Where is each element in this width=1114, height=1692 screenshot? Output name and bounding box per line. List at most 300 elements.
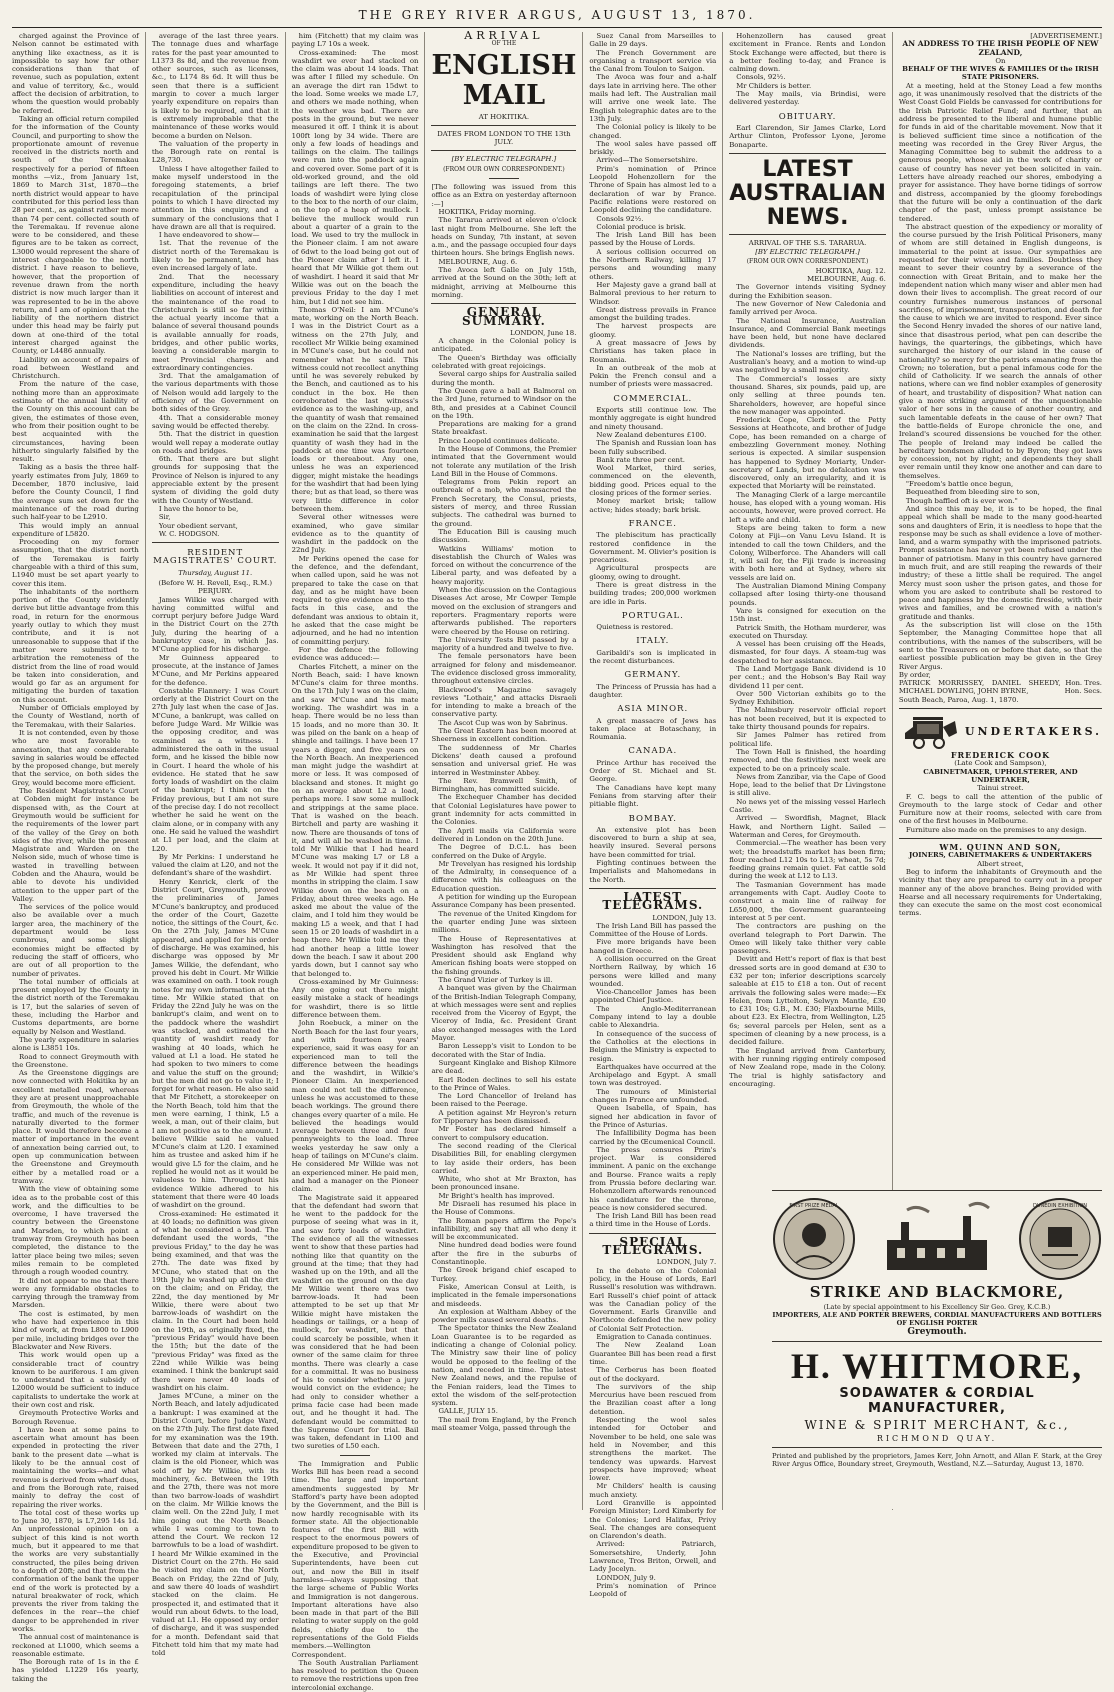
paragraph: Agricultural prospects are gloomy, owing to drought. (589, 564, 717, 581)
commercial-body (589, 406, 716, 514)
divider (431, 125, 576, 126)
paragraph: Earl Roden declines to sell his estate to the Prince of Wales. (431, 1075, 577, 1092)
by-telegraph: [BY ELECTRIC TELEGRAPH.] (755, 248, 860, 257)
extra-intro: [The following was issued from this office as an Extra on yesterday afternoon :—] (431, 183, 577, 208)
paragraph: Arrived: Patriarch, Somersetshire, Underly, John Lawrence, Tros Briton, Orwell, and Lady Jocelyn. (589, 1540, 717, 1574)
from-correspondent: (FROM OUR OWN CORRESPONDENT.) (746, 258, 869, 266)
quinn-text: Beg to inform the inhabitants of Greymouth and the vicinity that they are prepared to carry out in a proper manner any of the above branches. Being provided with Hearse and all necessary requirements for Undertaking, they can execute the same on the most cost economical terms. (898, 867, 1102, 918)
paragraph: I have the honor to be, (158, 504, 239, 513)
paragraph: 6th. That there are but slight grounds for supposing that the Province of Nelson is injured to any appreciable extent by the present system of dividing the gold duty with the County of Westland. (151, 455, 279, 505)
paragraph: As the Greenstone diggings are now connected with Hokitika by an excellent metalled road, whereas they are at present unapproachable from Greymouth, the whole of the traffic, and much of the revenue is naturally diverted to the former place. It would therefore become a matter of importance in the event of annexation being carried out, to open up communication between the Greenstone and Greymouth either by a metalled road or a tramway. (12, 1069, 139, 1185)
paragraph: John Roebuck, a miner on the North Beach for the last four years, and with fourteen years' experience, said it was easy for an experienced man to tell the difference between the headings and the washdirt, in Wilkie's Pioneer Claim. An inexperienced man could not tell the difference, unless he was accustomed to these beach workings. The ground there changes every quarter of a mile. He believed the headings would average between three and four pennyweights to the load. Three weeks yesterday he saw only a heap of tailings on M'Cune's claim. He considered Mr Wilkie was not an experienced miner. He paid men, and had a manager on the Pioneer claim. (291, 1019, 419, 1194)
divider (489, 178, 519, 179)
strike-title: STRIKE AND BLACKMORE, (809, 1283, 1065, 1301)
divider (589, 888, 716, 889)
italy-heading: ITALY. (636, 636, 670, 647)
divider (772, 1341, 1102, 1342)
paragraph: An explosion at Waltham Abbey of the powder mills caused several deaths. (431, 1307, 577, 1325)
paragraph: And since this may be, it is to be hoped, the final appeal which shall be made to the many good-hearted sons and daughters of Erin, it is needless to hope that the response may be such as shall evidence a love of mother-land, and a warm sympathy with the imprisoned patriots. Prompt assistance has never yet been refused under the banner of patriotism. Many in this country have garnered in much fruit, and are still reaping the rewards of their industry; of these a little shall be required. The angel Mercy must soon usher the prison gates, and those for whom you are asked to contribute shall be restored to peace and happiness by the domestic fireside, with their wives and families, and be crowned with a nation's gratitude and thanks. (898, 504, 1102, 621)
bombay-text: An extensive plot has been discovered to burn a ship at sea, heavily insured. Several persons have been committed for trial. (589, 825, 717, 859)
paragraph: Sir, (158, 513, 171, 522)
court-body (152, 596, 279, 1658)
paragraph: This would imply an annual expenditure of L5820. (12, 521, 139, 538)
paragraph: The South Australian Parliament has resolved to petition the Queen to remove the restrictions upon free intercolonial exchange. (291, 1658, 419, 1692)
court-heading: RESIDENT MAGISTRATES' COURT. (153, 548, 278, 567)
obituary-text: Earl Clarendon, Sir James Clarke, Lord Arthur Clinton, Professor Lyone, Jerome Bonaparte. (729, 123, 886, 149)
paragraph: The Governor intends visiting Sydney during the Exhibition season. (729, 283, 886, 300)
paragraph: The Irish Land Bill has been passed by the House of Lords. (589, 231, 717, 248)
paragraph: Consols 92½. (596, 214, 644, 223)
paragraph: Unless I have altogether failed to make myself understood in the foregoing statements, a brief recapitulation of the principal points to which I have directed my attention in this enquiry, and a summary of the conclusions that I have drawn are all that is required. (151, 164, 279, 231)
paragraph: Thomas O'Neil: I am M'Cune's mate, working on the North Beach. I was in the District Court as a witness on the 27th July, and recollect Mr Wilkie being examined in M'Cune's case, but he could not remember what he said. This witness could not recollect anything until he was severely rebuked by the Bench, and cautioned as to his conduct in the box. He then corroborated the last witness's evidence as to the washing-up, and the quantity of wash that remained on the claim on the 22nd. In cross-examination he said that the largest quantity of wash they had in the paddock at one time was fourteen loads or thereabout. Any one, unless he was an experienced digger, might mistake the headings for the washdirt that had been lying there; but as that lead, so there was very little difference in color between them. (291, 305, 419, 513)
paragraph: The Infallibility Dogma has been carried by the Œcumenical Council. (589, 1129, 717, 1146)
paragraph: Proceeding on my former assumption, that the district north of the Teremakau is fairly chargeable with a third of this sum, L1940 must be set apart yearly to cover this item. (12, 538, 139, 588)
paragraph: Cross-examined: He estimated it at 40 loads; no definition was given of what he considered a load. The defendant used the words, "the previous Friday," to the day he was being examined, and that was the 27th. The date was fixed by M'Cune, who stated that on the 19th July he washed up all the dirt on the claim; and on Friday, the 22nd, the day mentioned by Mr Wilkie, there were about two barrow-loads of washdirt on the claim. In the Court had been held on the 19th, as originally fixed, the "previous Friday" would have been the 15th; but the date of the "previous Friday" was fixed as the 22nd while Wilkie was being examined. I think the bankrupt said there were never 40 loads of washdirt on his claim. (151, 1209, 279, 1392)
paragraph: The survivors of the ship Mercurius have been rescued from the Brazilian coast after a long detention. (589, 1382, 717, 1416)
paragraph: The Degree of D.C.L. has been conferred on the Duke of Argyle. (431, 843, 577, 860)
paragraph: Mr Guinness appeared to prosecute, at the instance of James M'Cune, and Mr Perkins appeared for the defence. (151, 653, 279, 687)
paragraph: The total number of officials at present employed by the County in the district north of the Teremakau is 17, but the salaries of seven of these, including the Harbor and Customs departments, are borne equally by Nelson and Westland. (12, 977, 139, 1036)
paragraph: In the House of Commons, the Premier intimated that the Government would not tolerate any mutilation of the Irish Land Bill in the House of Commons. (431, 444, 577, 478)
paragraph: The Cerberus has been floated out of the dockyard. (589, 1366, 717, 1383)
paragraph: Cross-examined: The most washdirt we ever had stacked on the claim was about 14 loads. That was after I filled my schedule. On an average the dirt ran 15dwt to the load. Some weeks we made L7, and others we made nothing, when the weather was bad. There are posts in the ground, but we never measured it off. I think it is about 100ft long by 34 wide. There are only a few loads of headings and tailings on the claim. The tailings were run into the paddock again and covered over. Some part of it is old-worked ground, and the old tailings are left there. The two loads of washdirt were lying close to the box to the north of our claim, on the top of a heap of mullock. I believe the mullock would run about a quarter of a grain to the load. We used to try the mullock in the Pioneer claim. I am not aware of 6dwt to the load being got out of the Pioneer claim after I left it. I heard that Mr Wilkie got them out of washdirt. I heard it said that Mr Wilkie was out on the beach the previous Friday to the day I met him, but I did not see him. (291, 48, 419, 306)
paragraph: Mr Disraeli has resumed his place in the House of Commons. (431, 1200, 577, 1217)
divider (772, 1447, 1102, 1448)
paragraph: Mr Bright's health has improved. (438, 1191, 555, 1200)
paragraph: Number of Officials employed by the County of Westland, north of the Teremakau, with their Salaries. (12, 704, 139, 729)
latest-date: LONDON, July 13. (652, 913, 717, 922)
divider (152, 542, 279, 543)
court-date: Thursday, August 11. (178, 568, 253, 577)
paragraph: Fiske, American Consul at Leith, is implicated in the female impersonations and misdeeds. (431, 1282, 577, 1308)
general-summary-heading: GENERAL SUMMARY. (462, 305, 546, 328)
paragraph: 4th. That a considerable money saving would be effected thereby. (151, 413, 279, 430)
paragraph: Hohenzollern has caused great excitement in France. Rents and London Stock Exchange were affected, but there is a better feeling to-day, and France is calming down. (729, 32, 886, 74)
paragraph: Telegrams from Pekin report an outbreak of a mob, who massacred the French Secretary, the Consul, priests, sisters of mercy, and three Russian subjects. The cathedral was burned to the ground. (431, 478, 577, 528)
address-place: South Beach, Paroa, Aug. 1, 1870. (898, 695, 1019, 704)
paragraph: Your obedient servant, (158, 521, 238, 530)
column-4 (431, 29, 583, 1510)
cook-text: F. C. begs to call the attention of the public of Greymouth to the large stock of Cedar and other Furniture now at their rooms, selected with care from one of the first houses in Melbourne. (898, 792, 1102, 826)
paragraph: The New Zealand Loan Guarantee Bill has been read a first time. (589, 1341, 717, 1366)
paragraph: The cost is estimated, by men who have had experience in this kind of work, at from L800 to L900 per mile, including bridges over the Blackwater and New Rivers. (12, 1309, 139, 1351)
paragraph: The yearly expenditure in salaries alone is L3851 10s. (12, 1035, 139, 1053)
arrival-heading: ARRIVAL (464, 29, 544, 42)
hon-secretaries: Hon. Secs. (1064, 687, 1102, 696)
paragraph: average of the last three years. The tonnage dues and wharfage rates for the past year amounted to L1373 8s 8d, and the revenue from other sources, such as licenses, &c., to L174 8s 6d. It will thus be seen that there is a sufficient margin to cover a much larger yearly expenditure on repairs than is likely to be required, and that it is extremely improbable that the maintenance of these works would become a burden on Nelson. (151, 32, 279, 140)
paragraph: him (Fitchett) that my claim was paying L7 10s a week. (291, 32, 419, 49)
paragraph: There is great distress in the building trades; 200,000 workmen are idle in Paris. (589, 581, 717, 606)
by-telegraph: [BY ELECTRIC TELEGRAPH.] (451, 155, 557, 164)
paragraph: The revenue of the United Kingdom for the quarter ending June was sixteen millions. (431, 909, 577, 935)
commercial-heading: COMMERCIAL. (613, 393, 693, 404)
paragraph: The Malmsbury reservoir official report has not been received, but it is expected to take thirty thousand pounds for repairs. (729, 706, 886, 732)
paragraph: Commercial.—The weather has been very wet; the breadstuffs market has been firm; flour reached L12 10s to L13; wheat, 5s 7d; feeding grains remain quiet. Fat cattle sold during the week at L12 to L13. (729, 839, 886, 881)
paragraph: Arrived — Swordfish, Magnet, Black Hawk, and Northern Light. Sailed — Waterman and Ceres, for Greymouth. (729, 814, 886, 839)
paragraph: James M'Cune, a miner on the North Beach, and lately adjudicated a bankrupt: I was examined at the District Court, before Judge Ward, on the 27th July. The first date fixed for my examination was the 19th. Between that date and the 27th, I worked my claim at intervals. The claim is the old Pioneer, which was sold off by Mr Wilkie, with its machinery, &c. Between the 19th and the 27th, there was not more than two barrow-loads of washdirt on the claim. Mr Wilkie knows the claim well. On the 22nd July, I met him going out the North Beach while I was coming to town to attend the Court. We reckon 12 barrowfuls to be a load of washdirt. I heard Mr Wilkie examined in the District Court on the 27th. He said he visited my claim on the North Beach on Friday, the 22nd of July, and saw there 40 loads of washdirt stacked on the claim. He prospected it, and estimated that it would run about 6dwts. to the load, valued at L1. He opposed my order of discharge, and it was suspended for a month. Defendant said that Fitchett told him that my mate had told (151, 1392, 279, 1658)
whitmore-trade: SODAWATER & CORDIAL MANUFACTURER, (839, 1386, 1035, 1416)
cook-trade: CABINETMAKER, UPHOLSTERER, AND UNDERTAKER, (923, 767, 1078, 784)
paragraph: A vessel has been cruising off the Heads, dismasted, for four days. A steam-tug was despatched to her assistance. (729, 640, 886, 665)
latest-body (589, 922, 716, 1229)
paragraph: The Town Hall is finished, the hoarding removed, and the festivities next week are expected to be on a princely scale. (729, 747, 886, 773)
paragraph: A change in the Colonial policy is anticipated. (431, 337, 577, 354)
portugal-text: Quietness is restored. (596, 623, 674, 632)
signatory-roles (1065, 679, 1102, 696)
canada-body (589, 759, 716, 809)
strike-sub: (Late by special appointment to his Excellency Sir Geo. Grey, K.C.B.) (823, 1303, 1051, 1311)
paragraph: The Immigration and Public Works Bill has been read a second time. The large and important amendments suggested by Mr Stafford's party have been adopted by the Government, and the Bill is now hardly recognisable with its former state. All the objectionable features of the first Bill with respect to the enormous powers of expenditure proposed to be given to the Executive, and Provincial Superintendents, have been cut out, and now the Bill in itself harmless—always supposing that the large scheme of Public Works and Immigration is not dangerous. Important alterations have also been made in that part of the Bill relating to water supply on the gold fields, chiefly due to the representations of the Gold Fields members.—Wellington Correspondent. (291, 1459, 419, 1659)
divider (729, 153, 886, 154)
paragraph: In the debate on the Colonial policy, in the House of Lords, Earl Russell's resolution was withdrawn. Earl Russell's chief point of attack was the Canadian policy of the Government. Earls Granville and Northcote defended the new policy of Colonial Self Protection. (589, 1266, 717, 1333)
hon-treasurers: Hon. Tres. (1065, 679, 1102, 688)
hearse-icon (899, 713, 961, 751)
signatories-block (899, 679, 1102, 696)
paragraph: From the nature of the case, nothing more than an approximate estimate of the annual liability of the County on this account can be given, the estimates of those even, who from their position ought to be best acquainted with the circumstances, having been hitherto singularly falsified by the result. (12, 380, 139, 464)
paragraph: The Commercial's losses are sixty thousand. Shares, six pounds, paid up, are only selling at three pounds ten. Shareholders, however, are hopeful since the new manager was appointed. (729, 374, 886, 416)
bombay-text-2: Fighting continues between the Imperialists and Mahomedans in the North. (589, 859, 717, 884)
paragraph: Consols, 92½. (736, 73, 786, 82)
asia-minor-heading: ASIA MINOR. (617, 704, 689, 715)
paragraph: The National Insurance, Australian Insurance, and Commercial Bank meetings have been held, but none have declared dividends. (729, 316, 886, 350)
paragraph: Vice-Chancellor James has been appointed Chief Justice. (589, 988, 717, 1005)
imprint: Printed and published by the proprietors, James Kerr, John Arnott, and Allan F. Stark, at the Grey River Argus Office, Boundary street, Greymouth, Westland, N.Z.—Saturday, August 13, 1870. (772, 1452, 1102, 1468)
paragraph: The French Government are organising a transport service via the Canal from Toulon to Saigon. (589, 48, 717, 74)
medal-left-label: FIRST PRIZE MEDAL (789, 1203, 839, 1209)
italy-text: Garibaldi's son is implicated in the recent disturbances. (589, 648, 717, 666)
paragraph: White, who shot at Mr Braxton, has been pronounced insane. (431, 1175, 577, 1192)
paragraph: James Wilkie was charged with having committed wilful and corrupt perjury before Judge Ward in the District Court on the 27th July, during the hearing of a bankruptcy case, in which Jas. M'Cune applied for his discharge. (151, 595, 279, 654)
paragraph: Surgeant Kinglake and Bishop Kilmore are dead. (431, 1058, 577, 1076)
arrival-of: OF THE (491, 40, 517, 48)
paragraph: Mr Foster has declared himself a convert to compulsory education. (431, 1125, 577, 1142)
paragraph: Emigration to Canada continues. (596, 1333, 712, 1342)
paragraph: A collision occurred on the Great Northern Railway, by which 16 persons were killed and many wounded. (589, 954, 717, 988)
paragraph: HOKITIKA, Friday morning. (438, 207, 537, 216)
paragraph: The Tasmanian Government has made arrangements with Capt. Audley Coote to construct a main line of railway for L650,000, the Government guaranteeing interest at 5 per cent. (729, 880, 886, 922)
paragraph: The Magistrate said it appeared that the defendant had sworn that he went to the paddock for the purpose of seeing what was in it, and saw forty loads of washdirt. The evidence of all the witnesses went to show that these parties had nothing like that quantity on the ground at the time; that they had washed up on the 19th, and all the washdirt on the ground on the day Mr Wilkie went there was two barrow-loads. It had been attempted to be set up that Mr Wilkie might have mistaken the headings or tailings, or a heap of mullock, for washdirt, but that could scarcely be possible, when it was considered that he had been owner of the same claim for three months. There was clearly a case for a committal. It was no business of his to consider whether a jury would convict on the evidence; he had only to consider whether a prima facie case had been made out, and he thought it had. The defendant would be committed to the Supreme Court for trial. Bail was taken, defendant in L100 and two sureties of L50 each. (291, 1193, 419, 1451)
paragraph: The abstract question of the expediency or morality of the course pursued by the Irish Political Prisoners, many of whom are still detained in English dungeons, is immaterial to the point at issue. Our sympathies are requested for their wives and families. Doubtless they meant to sever their country by a severance of the connection with Great Britain, and to make her the independent nation which many wiser and abler men had down their lives to accomplish. The great record of our country furnishes numerous instances of personal sacrifices, of imprisonment, transportation, and death for the cause to which we are invited to respond. Ever since the Second Henry invaded the shores of our native land, since that disastrous period, what pen can describe the havings, the quarterings, the gibbetings, which have surcharged the history of our island in the cause of nationality? so mercy for the patriots emanating from the Crown; no toleration, but a penal infamous code for the child of Catholicity. If we search the annals of other nations, where can we find nobler examples of generosity of heart, and trustability of disposition? What nation can give a more striking argument of the unquestionable valor of her sons in the cause of another country, and such lamentable defeats in the cause of her own? That the battle-fields of Europe chronicle the one, and Ireland's scoured dissensions be vouched for the other. The people of Ireland may indeed be called the hereditary bondsmen alluded to by Byron; they got laws by concession, not by right; and dependents they shall ever remain until they know one another and can dare to themselves. (898, 222, 1102, 480)
paragraph: "Freedom's battle once begun, (905, 480, 1014, 489)
special-body (589, 1267, 716, 1599)
paragraph: Respecting the wool sales intended for October and November to be held, one sale was held in November, and this strengthens the market. The tendency was upwards. Harvest prospects have improved; wheat lower. (589, 1416, 717, 1483)
paragraph: Vare is consigned for execution on the 15th inst. (729, 606, 886, 624)
paragraph: Prim's nomination of Prince Leopold of (589, 1581, 717, 1599)
paragraph: The new Governor of New Caledonia and family arrived per Avoca. (729, 299, 886, 317)
paragraph: The May mails, via Brindisi, were delivered yesterday. (729, 90, 886, 107)
paragraph: The Spanish and Russian loan has been fully subscribed. (589, 439, 717, 456)
paragraph: 1st. That the revenue of the district north of the Teremakau is likely to be permanent, and has even increased largely of late. (151, 239, 279, 273)
paragraph: Bequeathed from bleeding sire to son, (905, 488, 1040, 497)
paragraph: 2nd. That the necessary expenditure, including the heavy liabilities on account of interest and the maintenance of the road to Christchurch is still so far within the actual yearly income that a balance of several thousand pounds is available annually for roads, bridges, and other public works, leaving a considerable margin to meet Provincial charges and extraordinary contingencies. (151, 272, 279, 372)
portugal-heading: PORTUGAL. (621, 610, 684, 621)
col6-body-top (729, 32, 886, 107)
paragraph: The Resident Magistrate's Court at Cobden might for instance be dispensed with, as the Court at Greymouth would be sufficient for the requirements of the lower part of the valley of the Grey on both sides of the river, while the present Magistrate and Warden on the Nelson side, much of whose time is wasted in travelling between Cobden and the Ahaura, would be able to devote his undivided attention to the upper part of the Valley. (12, 787, 139, 903)
paragraph: The suddenness of Mr Charles Dickens' death caused a profound sensation and universal grief. He was interred in Westminster Abbey. (431, 743, 577, 777)
canada-heading: CANADA. (628, 746, 678, 757)
cook-name: FREDERICK COOK (950, 750, 1051, 761)
paragraph: By Mr Perkins: I understand he valued the claim at L20, and not the defendant's share of the washdirt. (151, 852, 279, 878)
cook-text-2: Furniture also made on the premises to any design. (905, 825, 1087, 834)
paragraph: Patrick Smith, the Hotham murderer, was executed on Thursday. (729, 623, 886, 640)
paragraph: The plebiscitum has practically restored confidence in the Government. M. Olivier's position is precarious. (589, 531, 717, 565)
dates-line: DATES FROM LONDON TO THE 13th JULY. (437, 129, 571, 147)
column-2 (151, 32, 286, 1658)
summary-date: LONDON, June 18. (510, 328, 577, 337)
divider (899, 708, 1102, 709)
paragraph: Henry Kenrick, clerk of the District Court, Greymouth, proved the preliminaries of James M'Cune's bankruptcy, and produced the order of the Court, Gazette notice, the sittings of the Court, &c. On the 27th July, James M'Cune appeared, and applied for his order of discharge. He was examined, his discharge was opposed by Mr James Wilkie, the defendant, who proved his debt in Court. Mr Wilkie was examined on oath. I took rough notes for my own information at the time. Mr Wilkie stated that on Friday the 22nd July he was on the bankrupt's claim, and went on to the paddock where the washdirt was stacked, and estimated the quantity of washdirt ready for washing at 40 loads, which he valued at L1 a load. He stated he had spoken to two miners to come and value the stuff on the ground; but the men did not go to value it; I forget for what reason. He also said that Mr Fitchett, a storekeeper on the North Beach, told him that the men were earning, I think, L5 a week, a man, out of their claim, but I am not positive as to the amount. I believe Wilkie said he valued M'Cune's claim at L20. I examined him as trustee and asked him if he would give L5 for the claim, and he replied he would not as it would be valueless to him. Throughout his evidence Wilkie adhered to his statement that there were 40 loads of washdirt on the ground. (151, 877, 279, 1210)
paragraph: Nine hundred dead bodies were found after the fire in the suburbs of Constantinople. (431, 1241, 577, 1267)
bottom-ads (772, 1190, 1102, 1509)
paragraph: The Rev. Bramwell Smith, of Birmingham, has committed suicide. (431, 776, 577, 794)
address-body (899, 82, 1102, 671)
quinn-trade: JOINERS, CABINETMAKERS & UNDERTAKERS (908, 851, 1092, 860)
paragraph: The Spectator thinks the New Zealand Loan Guarantee is to be regarded as indicating a change of Colonial policy. The Ministry saw their line of policy would be opposed to the feeling of the nation, and receded in time. The latest New Zealand news, and the repulse of the Fenian raiders, lead the Times to extol the wisdom of the self-protection system. (431, 1324, 577, 1408)
divider (431, 303, 576, 304)
paragraph: Over 500 Victorian exhibits go to the Sydney Exhibition. (729, 689, 886, 707)
paragraph: Road to connect Greymouth with the Greenstone. (12, 1052, 139, 1069)
whitmore-trade-2: WINE & SPIRIT MERCHANT, &c., (804, 1418, 1070, 1432)
paragraph: W. C. HODGSON. (158, 529, 220, 538)
paragraph: The Roman papers affirm the Pope's infallibility, and say that all who deny it will be excommunicated. (431, 1216, 577, 1242)
paragraph: Mr Childers' health is causing much anxiety. (589, 1482, 717, 1499)
hokitika-date: HOKITIKA, Aug. 12. (815, 266, 886, 275)
france-body (589, 531, 716, 606)
quinn-name: WM. QUINN AND SON, (939, 842, 1062, 853)
paragraph: Prince Leopold continues delicate. (438, 436, 560, 445)
prize-medal-icon (772, 1197, 856, 1281)
medal-right-label: DUNEDIN EXHIBITION (1033, 1203, 1087, 1209)
paragraph: Colonial produce is brisk. (596, 222, 686, 231)
paragraph: The Irish Land Bill has passed the Committee of the House of Lords. (589, 921, 717, 939)
paragraph: The Canadians have kept many Fenians from starving after their pitiable flight. (589, 783, 717, 809)
latest-australian-news-heading: LATEST AUSTRALIAN NEWS. (729, 156, 886, 230)
paragraph: The Land Mortgage Bank dividend is 10 per cent.; and the Hobson's Bay Rail way dividend 11 per cent. (729, 665, 886, 690)
paragraph: The House of Representatives at Washington has resolved that the President should ask England why American fishing boats were stopped on the fishing grounds. (431, 934, 577, 976)
paragraph: The rumours of Ministerial changes in France are unfounded. (589, 1087, 717, 1105)
paragraph: Several other witnesses were examined, who gave similar evidence as to the quantity of washdirt in the paddock on the 22nd July. (291, 513, 419, 555)
divider (899, 838, 1102, 839)
paragraph: The second reading of the Clerical Disabilities Bill, for enabling clergymen to lay aside their orders, has been carried. (431, 1141, 577, 1175)
undertakers-banner (899, 713, 1102, 751)
paragraph: A petition for winding up the European Assurance Company has been presented. (431, 893, 577, 910)
paragraph: GALLE, JULY 15. (438, 1407, 498, 1416)
paragraph: Mr Childers is better. (736, 81, 812, 90)
masthead: THE GREY RIVER ARGUS, AUGUST 13, 1870. (12, 8, 1102, 28)
melbourne-date: MELBOURNE, Aug. 6. (807, 275, 886, 284)
paragraph: In an outbreak of the mob at Pekin the French consul and a number of priests were massacred. (589, 363, 717, 389)
latest-telegrams-heading: LATEST TELEGRAMS. (602, 889, 704, 913)
paragraph: Greymouth Protective Works and Borough Revenue. (12, 1409, 139, 1426)
paragraph: It is not contended, even by those who are most favorable to annexation, that any considerable saving in salaries would be effected by the proposed change, but merely that the service, on both sides the Grey, would become more efficient. (12, 728, 139, 787)
divider (340, 1455, 370, 1456)
paragraph: In consequence of the success of the Catholics at the elections in Belgium the Ministry is expected to resign. (589, 1029, 717, 1063)
whitmore-name: H. WHITMORE, (790, 1346, 1084, 1386)
paragraph: Several cargo ships for Australia sailed during the month. (431, 370, 577, 387)
undertakers-title: UNDERTAKERS. (964, 724, 1102, 738)
paragraph: The Avoca was four and a-half days late in arriving here. The other mails had left. The Australian mail will arrive one week late. The English telegraphic dates are to the 13th July. (589, 73, 717, 123)
paragraph: Lord Granville is appointed Foreign Minister; Lord Kimberly for the Colonies; Lord Halifax, Privy Seal. The changes are consequent on Clarendon's death. (589, 1498, 717, 1541)
paragraph: Money market brisk; tallow active; hides steady; bark brisk. (589, 497, 717, 514)
paragraph: The National's losses are trifling, but the Australian's heavy, and a motion to wind-up was negatived by a small majority. (729, 349, 886, 375)
paragraph: Taking as a basis the three half-yearly estimates from July, 1869 to December, 1870 inclusive, laid before the County Council, I find the average sum set down for the maintenance of the road during such half-year to be L2910. (12, 463, 139, 522)
paragraph: The harvest prospects are gloomy. (589, 322, 717, 339)
paragraph: I have endeavored to show— (158, 231, 260, 240)
paragraph: For the defence the following evidence was adduced:— (291, 645, 419, 663)
column-3 (291, 32, 426, 1692)
court-subheading: PERJURY. (198, 587, 233, 596)
germany-text: The Princess of Prussia has had a daughter. (589, 682, 717, 699)
paragraph: Queen Isabella, of Spain, has signed her abdication in favor of the Prince of Asturias. (589, 1104, 717, 1129)
special-date: LONDON, July 7. (656, 1258, 717, 1267)
brewery-illustration-icon (877, 1200, 997, 1278)
paragraph: Baron Lessepp's visit to London to be decorated with the Star of India. (431, 1042, 577, 1059)
obituary-heading: OBITUARY. (778, 111, 837, 122)
paragraph: Watkins Williams' motion to disestablish the Church of Wales was forced on without the concurrence of the Liberal party, and was defeated by a heavy majority. (431, 544, 577, 586)
paragraph: The contractors are pushing on the overland telegraph to Port Darwin. The Omeo will likely take thither very cable passengers. (729, 922, 886, 956)
paragraph: The Greek brigand chief escaped to Turkey. (431, 1266, 577, 1283)
paragraph: A banquet was given by the Chairman of the British-Indian Telegraph Company, at which messages were sent and replies received from the Viceroy of Egypt, the Viceroy of India, &c. President Grant also exchanged messages with the Lord Mayor. (431, 984, 577, 1043)
paragraph: Charles Fitchett, a miner on the North Beach, said: I have known M'Cune's claim for three months. On the 17th July I was on the claim, and saw M'Cune and his mate working. The washdirt was in a heap. There would be no less than 15 loads, and no more than 30. It was piled on the bank on a heap of shingle and tailings. I have been 17 years a digger, and five years on the North Beach. An inexperienced man might judge the washdirt at more or less. It was composed of blacksand and stones. It might go on an average about L2 a load, perhaps more. I saw some mullock and strippings at the same place. That is washed on the beach. Birtchell and party are washing it now. There are thousands of tons of it, and will all be washed in time. I told Mr Wilkie that I had heard M'Cune was making L7 or L8 a week. It would not pay if it did not, as Mr Wilkie had spent three months in stripping the claim. I saw Wilkie down on the beach on a Friday, about three weeks ago. He asked me about the value of the claim, and I told him they would be making L5 a week, and that I had seen 15 or 20 loads of washdirt in a heap there. Mr Wilkie told me they had another heap a little lower down the beach. I saw it about 200 yards down, but I cannot say who that belonged to. (291, 662, 419, 978)
paragraph: The Lord Chancellor of Ireland has been raised to the Peerage. (431, 1092, 577, 1109)
column-1 (12, 32, 146, 1683)
paragraph: As the subscription list will close on the 15th September, the Managing Committee hope that all contributions, with the names of the subscribers, will be sent to the Treasurers on or before that date, so that the earliest possible publication may be given in the Grey River Argus. (898, 621, 1102, 671)
address-behalf: BEHALF OF THE WIVES & FAMILIES Of the IRISH STATE PRISONERS. (902, 65, 1099, 82)
col6-body (729, 283, 886, 1088)
exhibition-medal-icon (1018, 1197, 1102, 1281)
paragraph: MELBOURNE, Aug. 6. (438, 257, 518, 266)
paragraph: No news yet of the missing vessel Harlech Castle. (729, 797, 886, 815)
paragraph: Prim's nomination of Prince Leopold Hohenzollern for the Throne of Spain has almost led to a declaration of war by France. Pacific relations were restored on Leopold declining the candidature. (589, 164, 717, 215)
english-mail-heading: ENGLISH MAIL (431, 49, 577, 111)
strike-trade: IMPORTERS, ALE AND PORTER BREWERS, CORDIAL MANUFACTURERS AND BOTTLERS OF ENGLISH PORTER (772, 1311, 1102, 1327)
paragraph: Great distress prevails in France amongst the building trades. (589, 305, 717, 323)
paragraph: The services of the police would also be available over a much larger area, the machinery of the department would be less cumbrous, and some slight economies might be effected by reducing the staff of officers, who are out of all proportion to the number of privates. (12, 903, 139, 978)
paragraph: I have been at some pains to ascertain what amount has been expended in protecting the river bank to the present date —what is likely to be the annual cost of maintaining the works—and what revenue is derived from wharf dues, and from the Borough rate, raised mainly to defray the cost of repairing the river works. (12, 1425, 139, 1509)
paragraph: The Queen's Birthday was officially celebrated with great rejoicings. (431, 353, 577, 371)
paragraph: The April mails via California were delivered in London on the 20th June. (431, 826, 577, 843)
paragraph: Frederick Cope, Clerk of the Petty Sessions at Heathcote, and brother of Judge Cope, has been remanded on a charge of embezzling Government money. Nothing serious is expected. A similar suspension has happened to Sydney Moriarty, Under-secretary of Lands, but no defalcation was discovered, only an irregularity, and it is expected that Moriarty will be reinstated. (729, 416, 886, 491)
paragraph: The Exchequer Chamber has decided that Colonial Legislatures have power to grant indemnity for acts committed in the Colonies. (431, 793, 577, 827)
paragraph: A petition against Mr Heyron's return for Tipperary has been dismissed. (431, 1108, 577, 1126)
column-5 (589, 32, 723, 1599)
col2-body (152, 32, 279, 538)
paragraph: The female personators have been arraigned for felony and misdemeanor. The evidence disclosed gross immorality, throughout extensive circles. (431, 652, 577, 686)
strike-place: Greymouth. (907, 1327, 967, 1337)
paragraph: charged against the Province of Nelson cannot be estimated with anything like exactness, as it is impossible to say how far other considerations than that of revenue, such as population, extent and value of territory, &c., would affect the decision of arbitration, to whom the question would probably be referred. (12, 32, 139, 115)
paragraph: The Queen gave a ball at Balmoral on the 3rd June, returned to Windsor on the 8th, and presides at a Cabinet Council on the 19th. (431, 386, 577, 420)
paragraph: Mr Trevelyan has resigned his lordship of the Admiralty, in consequence of a difference with his colleagues on the Education question. (431, 859, 577, 893)
paragraph: The Education Bill is causing much discussion. (431, 527, 577, 545)
paragraph: With the view of obtaining some idea as to the probable cost of this work, and the difficulties to be overcome, I have traversed the country between the Greenstone and Marsden, to which point a tramway from Greymouth has been completed, the distance to the latter place being two miles; seven miles remain to be completed through a rough wooded country. (12, 1185, 139, 1277)
paragraph: Mr Perkins opened the case for the defence, and the defendant, when called upon, said he was not prepared to take the case on that day, and as he might have been required to give evidence as to the facts in this case, and the defendant was anxious to obtain it, he asked that the case might be adjourned, and he had no intention of committing perjury. (291, 554, 419, 646)
paragraph: Liability on account of repairs of road between Westland and Christchurch. (12, 355, 139, 381)
paragraph: Devitt and Hett's report of flax is that best dressed sorts are in good demand at £30 to £32 per ton; inferior descriptions scarcely saleable at £15 to £18 a ton. Out of recent arrivals the following sales were made:—Ex Helen, from Lyttelton, Selwyn Mantle, £30 to £31 10s; G.B., M. £30; Flaxbourne Mills, about £23. Ex Electra, from Wellington, L25 6s; several parcels per Helen, sent as a specimen of cleaning by a new process, is a decided failure. (729, 955, 886, 1047)
from-correspondent: (FROM OUR OWN CORRESPONDENT.) (443, 165, 565, 173)
col3-tail (292, 1460, 419, 1692)
paragraph: The valuation of the property in the Borough rate on rental is L28,730. (151, 139, 279, 165)
paragraph: Bank rate three per cent. (596, 455, 685, 464)
paragraph: Wool Market, third series, commenced on the eleventh, bidding good. Prices equal to the closing prices of the former series. (589, 464, 717, 498)
cook-street: Tainui street. (977, 784, 1024, 793)
cook-late: (Late Cook and Sampson), (954, 759, 1047, 768)
summary-body (431, 337, 576, 1432)
paragraph: Prince Arthur has received the Order of St. Michael and St. George. (589, 758, 717, 784)
paragraph: News from Zanzibar, via the Cape of Good Hope, lead to the belief that Dr Livingstone is still alive. (729, 772, 886, 798)
whitmore-place: RICHMOND QUAY. (876, 1434, 998, 1443)
paragraph: Blackwood's Magazine savagely reviews "Lothair," and attacks Disraeli for intending to make a breach of the conservative party. (431, 685, 577, 719)
paragraph: Arrived—The Somersetshire. (596, 156, 698, 165)
paragraph: The Anglo-Mediterranean Company intend to lay a double cable to Alexandria. (589, 1004, 717, 1030)
court-before: (Before W. H. Revell, Esq., R.M.) (158, 579, 273, 587)
paragraph: The Irish Land Bill has been read a third time in the House of Lords. (589, 1212, 717, 1229)
france-heading: FRANCE. (628, 518, 677, 529)
signatories: PATRICK MORRISSEY, DANIEL SHEEDY, MICHAEL DOWLING, JOHN BYRNE, (898, 679, 1061, 696)
germany-heading: GERMANY. (624, 670, 682, 681)
col3-body (292, 32, 419, 1451)
paragraph: The Avoca left Galle on July 15th, arrived at the Sound on the 30th; left at midnight, arriving at Melbourne this morning. (431, 266, 577, 299)
paragraph: The Ascot Cup was won by Sabrinus. (438, 718, 568, 727)
paragraph: Steps are being taken to form a new Colony at Fiji—on Vanu Levu Island. It is intended to call the town Childers, and the Colony, Wilberforce. The Ahanders will call it, will sail for, the Fiji trade is increasing with both here and at Sydney, where six vessels are laid on. (729, 523, 886, 582)
paragraph: 5th. That the district in question would well repay a moderate outlay on roads and bridges. (151, 430, 279, 455)
paragraph: The mail from England, by the French mail steamer Volga, passed through the (431, 1415, 577, 1433)
address-on: On (995, 56, 1006, 65)
col4-body (431, 208, 576, 299)
paragraph: The Colonial policy is likely to be changed. (589, 123, 717, 140)
col1-body (12, 32, 139, 1683)
strike-medals-row (772, 1197, 1102, 1281)
paragraph: New Zealand debentures £100. (596, 430, 707, 439)
paragraph: Preparations are making for a grand State breakfast. (431, 420, 577, 437)
paragraph: The Great Eastern has been moored at Sheerness in excellent condition. (431, 727, 577, 744)
divider (589, 1233, 716, 1234)
paragraph: At a meeting, held at the Stoney Lead a few months ago, it was unanimously resolved that the districts of the West Coast Gold Fields be canvassed for contributions for the Irish Patriotic Relief Fund; and further, that an address be presented to the liberal and humane public for funds in aid of the charitable movement. Now that it is believed sufficient time since a notification of the meeting was recorded in the Grey River Argus, the Managing Committee beg to submit the address to a generous people, whose aid in the work of charity or cause of country has never yet been solicited in vain. Letters have already reached our shores, embodying a prayer for assistance. They have borne tidings of sorrow and distress, accompanied by the gloomy forebodings that the future will be only a continuation of the dark chapter of the past, unless prompt assistance be tendered. (898, 81, 1102, 223)
paragraph: This work would open up a considerable tract of country known to be auriferous. I am given to understand that a subsidy of L2000 would be sufficient to induce capitalists to undertake the work at their own cost and risk. (12, 1351, 139, 1409)
paragraph: Though baffled oft is ever won." (905, 496, 1018, 505)
arrival-tararua: ARRIVAL OF THE S.S. TARARUA. (748, 238, 867, 247)
paragraph: Five more brigands have been hanged in Greece. (589, 938, 717, 955)
divider (431, 150, 576, 151)
paragraph: Exports still continue low. The monthly aggregate is eight hundred and ninety thousand. (589, 406, 717, 431)
special-telegrams-heading: SPECIAL TELEGRAMS. (602, 1234, 704, 1258)
paragraph: The wool sales have passed off briskly. (589, 139, 717, 157)
paragraph: Suez Canal from Marseilles to Galle in 29 days. (589, 32, 717, 49)
paragraph: The Managing Clerk of a large mercantile house, has eloped with a young woman. His accounts, however, were proved correct. He left a wife and child. (729, 490, 886, 524)
paragraph: When the discussion on the Contagious Diseases Act arose, Mr Cowper Temple moved on the exclusion of strangers and reporters. Fragmentary reports were afterwards published. The reporters were cheered by the House on retiring. (431, 586, 577, 636)
paragraph: The total cost of these works up to June 30, 1870, is L7,295 14s 1d. An unprofessional opinion on a subject of this kind is not worth much, but it appeared to me that the works are very substantially constructed, the piles being driven to a depth of 20ft; and that from the conformation of the bank the upper end of the work is protected by a natural breakwater of rock, which prevents the river from taking the defences in the rear—the chief danger to be apprehended in river works. (12, 1508, 139, 1633)
paragraph: Her Majesty gave a grand ball at Balmoral previous to her return to Windsor. (589, 280, 717, 306)
divider (729, 234, 886, 235)
paragraph: The Borough rate of 1s in the £ has yielded L1229 16s yearly, taking the (12, 1658, 139, 1683)
paragraph: The Grand Vizier of Turkey is ill. (438, 975, 553, 984)
bombay-heading: BOMBAY. (628, 813, 677, 824)
paragraph: The Australian Diamond Mining Company collapsed after losing thirty-one thousand pounds. (729, 582, 886, 607)
paragraph: Earthquakes have occurred at the Archipelago and Egypt. A small town was destroyed. (589, 1062, 717, 1088)
advertisement-label: [ADVERTISEMENT.] (1030, 32, 1102, 40)
paragraph: Constable Flannery: I was Court orderly at the District Court on the 27th July last when the case of Jas. M'Cune, a bankrupt, was called on before Judge Ward. Mr Wilkie was the opposing creditor, and was examined as a witness. I administered the oath in the usual form, and he kissed the bible now in Court. I heard the whole of his evidence. He stated that he saw forty loads of washdirt on the claim of the bankrupt; I think on the Friday previous, but I am not sure of the precise day. I do not recollect whether he said he went on the claim alone, or in company with any one. He said he valued the washdirt at L1 per load, and the claim at L20. (151, 686, 279, 853)
paragraph: LONDON, July 9. (596, 1573, 656, 1582)
col5-body (589, 32, 716, 389)
paragraph: Cross-examined by Mr Guinness: Any one going out there might easily mistake a stack of headings for washdirt, there is so little difference between them. (291, 977, 419, 1020)
paragraph: It did not appear to me that there were any formidable obstacles to carrying through the tramway from Marsden. (12, 1276, 139, 1310)
quinn-street: Albert street, (977, 859, 1024, 868)
paragraph: The annual cost of maintenance is reckoned at L1000, which seems a reasonable estimate. (12, 1633, 139, 1658)
paragraph: Taking an official return compiled for the information of the County Council, and purporting to show the proportionate amount of revenue received in the districts north and south of the Teremakau respectively for a period of fifteen months —viz., from January 1st, 1869 to March 31st, 1870—the north district would appear to have contributed for this period less than 28 per cent., as against rather more than 74 per cent. collected south of the Teremakau. If revenue alone were to be considered, and these figures are to be taken as correct, L3000 would represent the share of interest chargeable to the north district. I have reason to believe, however, that the proportion of revenue drawn from the north district is now much larger than it was represented to be in the above return, and I am of opinion that the liability of the northern district under this head may be fairly put down at one-third of the total interest charged against the County, or L4486 annually. (12, 114, 139, 356)
paragraph: A serious collision occurred on the Northern Railway, killing 17 persons and wounding many others. (589, 247, 717, 281)
at-hokitika: AT HOKITIKA. (478, 112, 530, 121)
paragraph: The press censures Prim's project. War is considered imminent. A panic on the exchange and Bourse. France waits a reply from Prussia before declaring war. Hohenzollern afterwards renounced his candidature for the throne, peace is now considered secured. (589, 1145, 717, 1212)
paragraph: The England arrived from Canterbury, with her running rigging entirely composed of New Zealand rope, made in the Colony. The trial is highly satisfactory and encouraging. (729, 1046, 886, 1088)
